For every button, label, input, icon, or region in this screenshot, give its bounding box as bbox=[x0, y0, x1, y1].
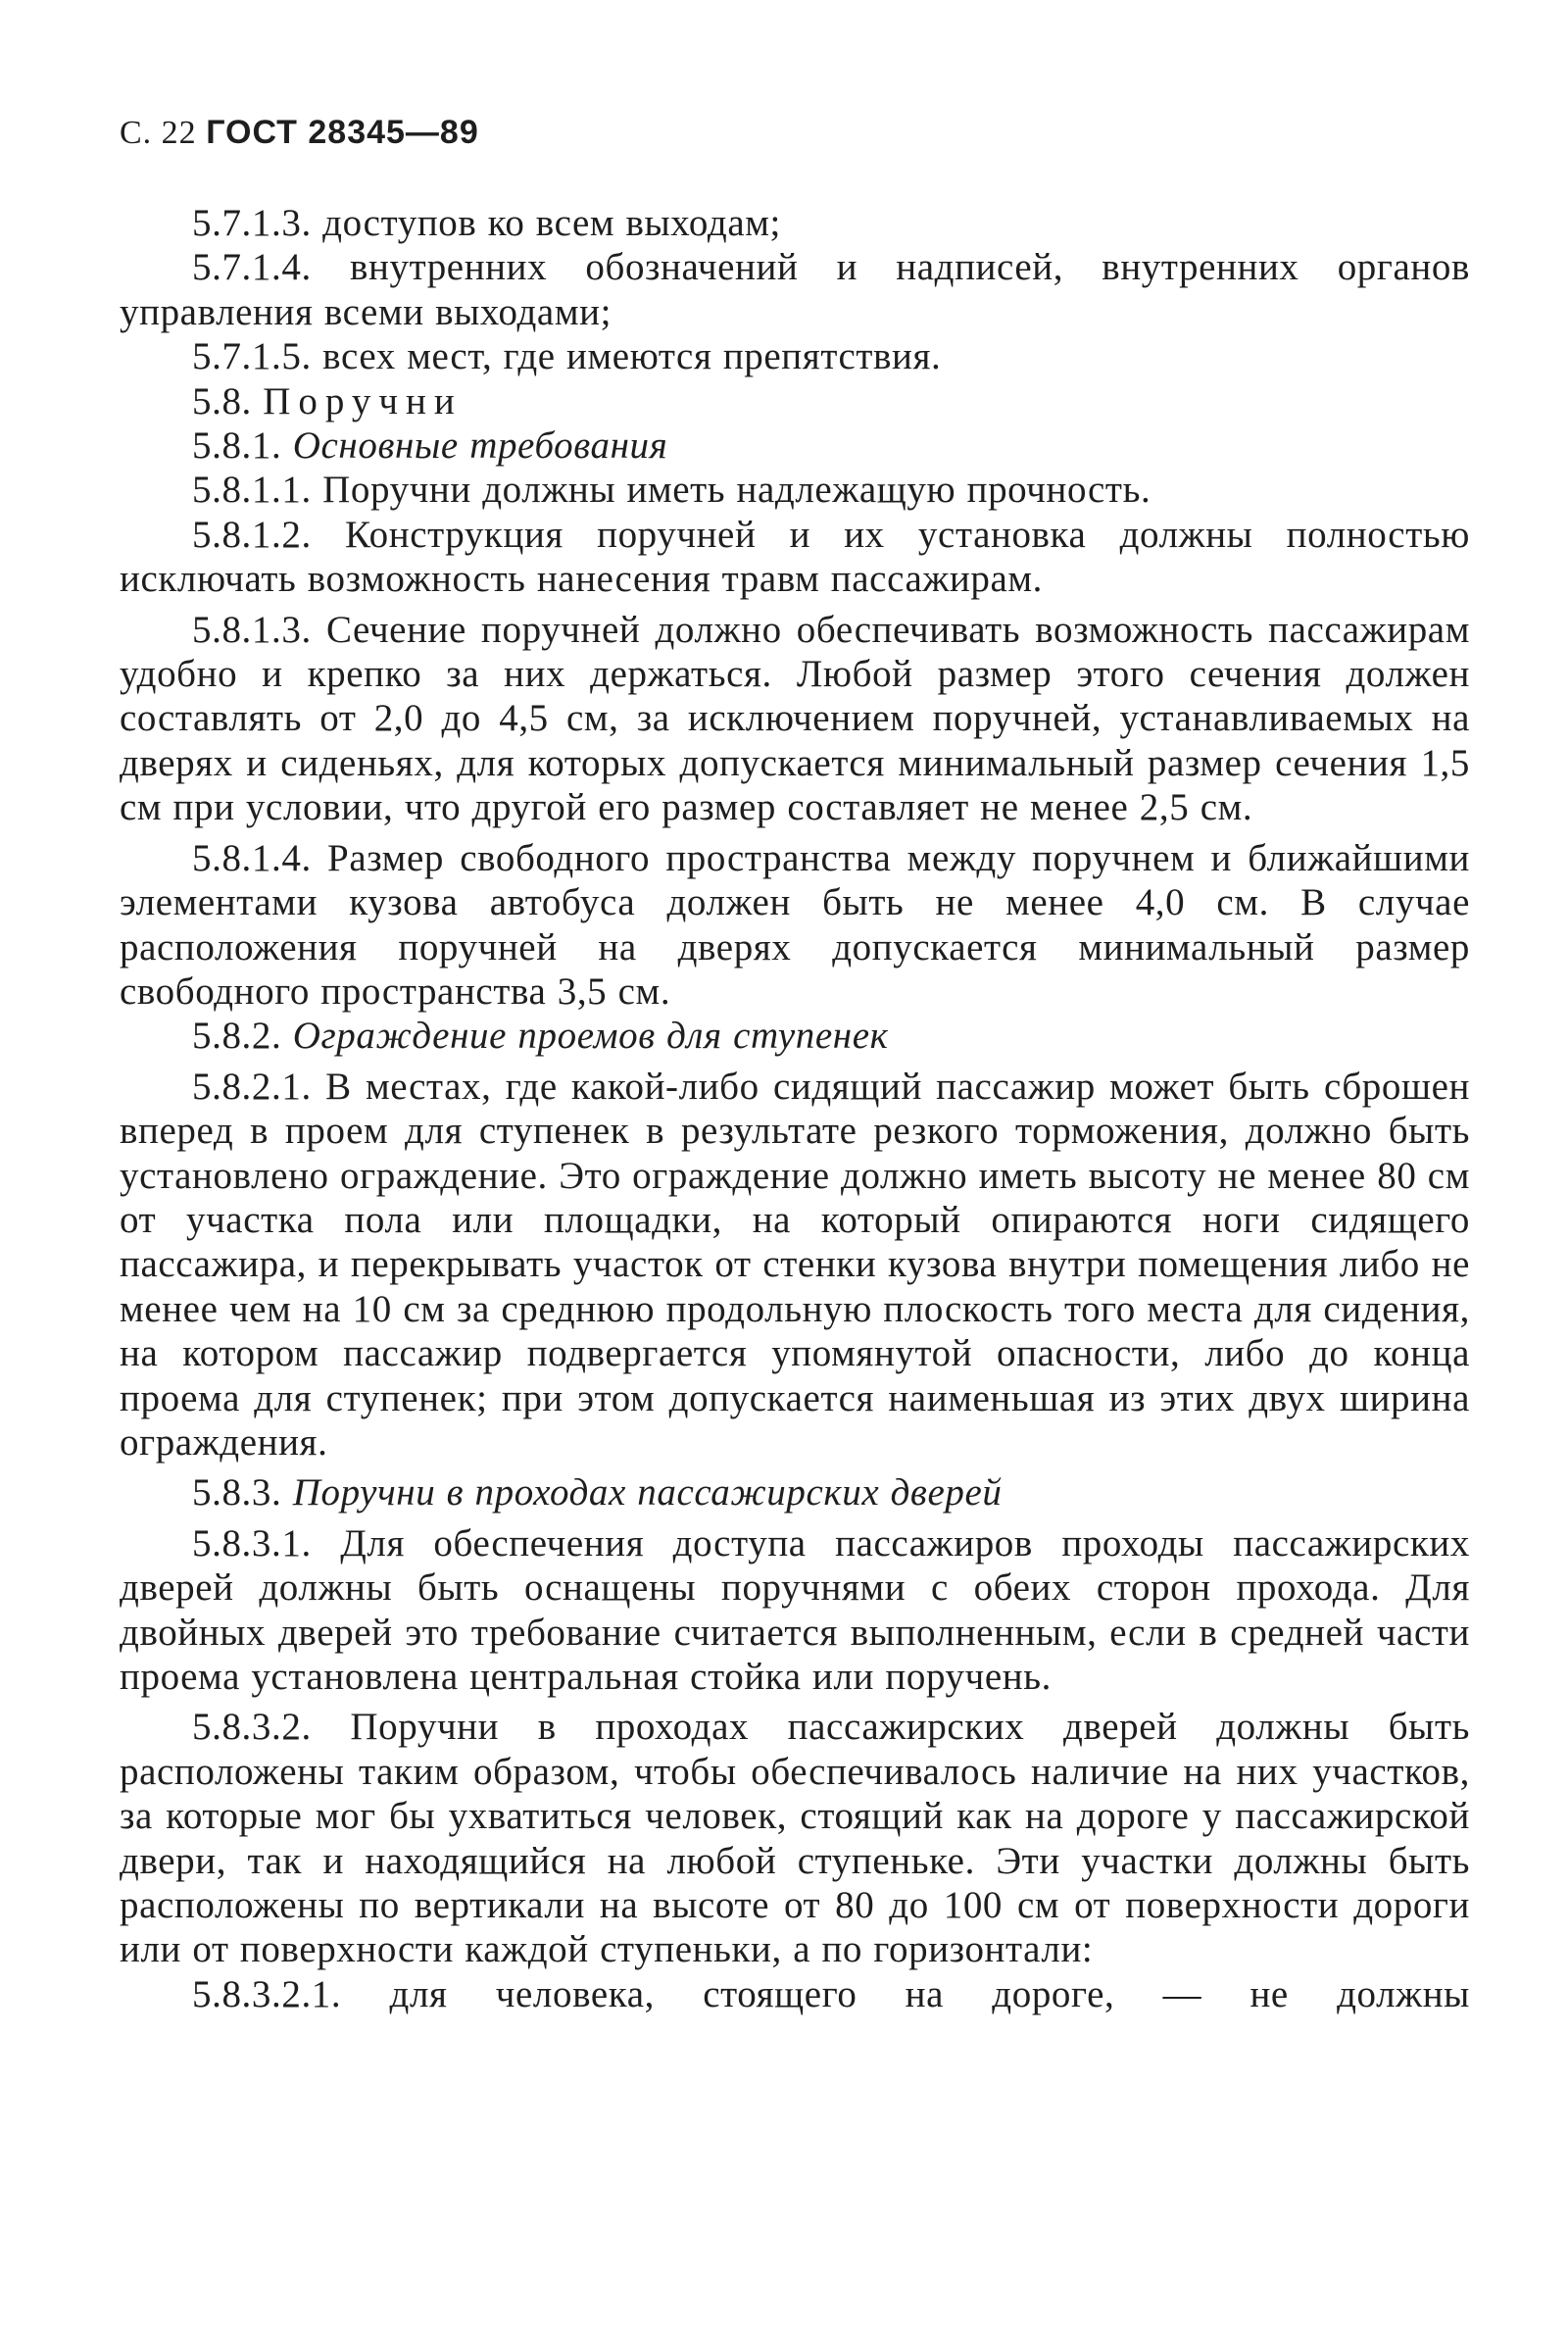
paragraph-text: для человека, стоящего на дороге, — не должны bbox=[389, 1972, 1470, 2015]
paragraph-text: Для обеспечения доступа пассажиров проходы пассажирских дверей должны быть оснащены поручнями с обеих сторон прохода. Для двойных дверей это требование считается выполненным, если в средней части проема установлена центральная стойка или поручень. bbox=[120, 1521, 1470, 1698]
clause-number: 5.8.1.4. bbox=[192, 836, 312, 879]
paragraph-text: Размер свободного пространства между поручнем и ближайшими элементами кузова автобуса должен быть не менее 4,0 см. В случае расположения поручней на дверях допускается минимальный размер свободного пространства 3,5 см. bbox=[120, 836, 1470, 1013]
paragraph-5-8-3-1 bbox=[120, 1521, 1470, 1700]
standard-designation: ГОСТ 28345—89 bbox=[206, 114, 479, 151]
clause-number: 5.8.2.1. bbox=[192, 1065, 312, 1108]
clause-number: 5.8.3.2.1. bbox=[192, 1972, 342, 2015]
subsection-title: Поручни в проходах пассажирских дверей bbox=[292, 1471, 1003, 1515]
paragraph-5-8-1-2 bbox=[120, 513, 1470, 602]
subsection-heading-5-8-3 bbox=[120, 1470, 1470, 1515]
paragraph-text: Поручни в проходах пассажирских дверей должны быть расположены таким образом, чтобы обеспечивалось наличие на них участков, за которые мог бы ухватиться человек, стоящий как на дороге у пассажирской двери, так и находящийся на любой ступеньке. Эти участки должны быть расположены по вертикали на высоте от 80 до 100 см от поверхности дороги или от поверхности каждой ступеньки, а по горизонтали: bbox=[120, 1706, 1470, 1971]
clause-number: 5.8.3.2. bbox=[192, 1706, 312, 1749]
paragraph-5-7-1-3 bbox=[120, 201, 1470, 245]
clause-number: 5.8.3. bbox=[192, 1471, 282, 1515]
paragraph-text: Конструкция поручней и их установка должны полностью исключать возможность нанесения травм пассажирам. bbox=[120, 513, 1470, 601]
clause-number: 5.8.1.2. bbox=[192, 513, 312, 556]
clause-number: 5.8. bbox=[192, 379, 252, 422]
paragraph-5-8-3-2 bbox=[120, 1705, 1470, 1971]
paragraph-text: внутренних обозначений и надписей, внутренних органов управления всеми выходами; bbox=[120, 246, 1470, 333]
paragraph-text: В местах, где какой-либо сидящий пассажир может быть сброшен вперед в проем для ступенек в результате резкого торможения, должно быть установлено ограждение. Это ограждение должно иметь высоту не менее 80 см от участка пола или площадки, на который опираются ноги сидящего пассажира, и перекрывать участок от стенки кузова внутри помещения либо не менее чем на 10 см за среднюю продольную плоскость того места для сидения, на котором пассажир подвергается упомянутой опасности, либо до конца проема для ступенек; при этом допускается наименьшая из этих двух ширина ограждения. bbox=[120, 1065, 1470, 1464]
page-header bbox=[120, 114, 479, 152]
subsection-title: Основные требования bbox=[292, 424, 668, 468]
paragraph-text: Сечение поручней должно обеспечивать возможность пассажирам удобно и крепко за них держаться. Любой размер этого сечения должен составлять от 2,0 до 4,5 см, за исключением поручней, устанавливаемых на дверях и сиденьях, для которых допускается минимальный размер сечения 1,5 см при условии, что другой его размер составляет не менее 2,5 см. bbox=[120, 608, 1471, 829]
clause-number: 5.8.2. bbox=[192, 1015, 282, 1058]
clause-number: 5.7.1.4. bbox=[192, 246, 312, 289]
paragraph-text: всех мест, где имеются препятствия. bbox=[322, 335, 942, 378]
clause-number: 5.8.3.1. bbox=[192, 1521, 312, 1564]
paragraph-5-8-2-1 bbox=[120, 1065, 1470, 1465]
clause-number: 5.7.1.3. bbox=[192, 202, 312, 244]
paragraph-5-8-1-1 bbox=[120, 468, 1470, 512]
document-body bbox=[120, 201, 1470, 2016]
clause-number: 5.8.1. bbox=[192, 424, 282, 468]
section-heading-5-8 bbox=[120, 379, 1470, 423]
paragraph-text: Поручни должны иметь надлежащую прочность. bbox=[322, 469, 1152, 512]
clause-number: 5.8.1.3. bbox=[192, 608, 312, 651]
clause-number: 5.8.1.1. bbox=[192, 469, 312, 512]
subsection-title: Ограждение проемов для ступенек bbox=[292, 1015, 889, 1058]
clause-number: 5.7.1.5. bbox=[192, 335, 312, 378]
subsection-heading-5-8-1 bbox=[120, 423, 1470, 468]
paragraph-5-8-3-2-1 bbox=[120, 1972, 1470, 2016]
page-number: С. 22 bbox=[120, 115, 197, 151]
paragraph-5-7-1-4 bbox=[120, 245, 1470, 334]
paragraph-5-8-1-3 bbox=[120, 608, 1470, 830]
paragraph-text: доступов ко всем выходам; bbox=[322, 202, 781, 244]
paragraph-5-8-1-4 bbox=[120, 836, 1470, 1015]
paragraph-5-7-1-5 bbox=[120, 334, 1470, 378]
subsection-heading-5-8-2 bbox=[120, 1014, 1470, 1058]
section-title: Поручни bbox=[263, 379, 463, 422]
